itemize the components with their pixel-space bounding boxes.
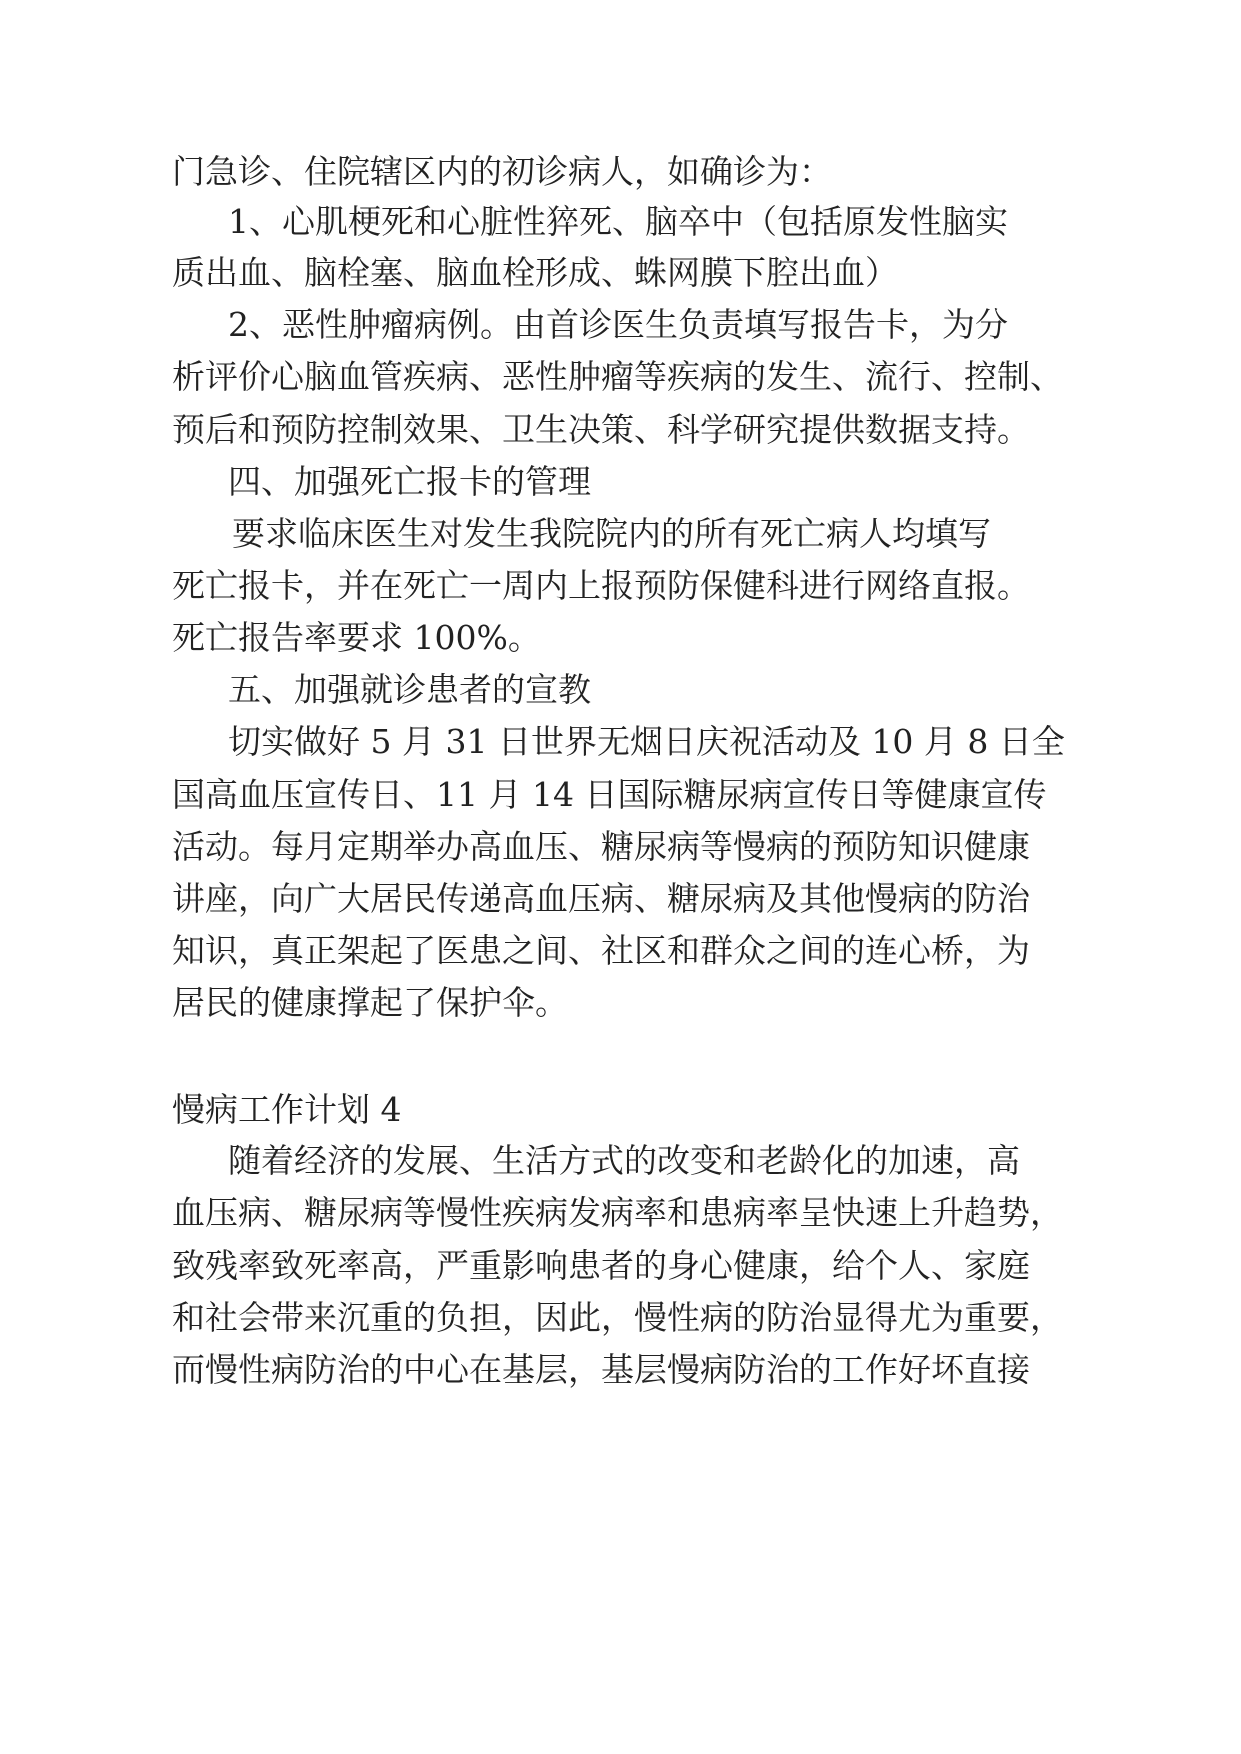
text-line: 析评价心脑血管疾病、恶性肿瘤等疾病的发生、流行、控制、: [172, 357, 1063, 396]
text-line: 而慢性病防治的中心在基层，基层慢病防治的工作好坏直接: [172, 1350, 1030, 1389]
section-title: 慢病工作计划 4: [172, 1090, 402, 1129]
text-line: 要求临床医生对发生我院院内的所有死亡病人均填写: [232, 514, 991, 553]
text-line: 居民的健康撑起了保护伞。: [172, 983, 568, 1022]
text-line: 知识，真正架起了医患之间、社区和群众之间的连心桥，为: [172, 931, 1030, 970]
text-line: 切实做好 5 月 31 日世界无烟日庆祝活动及 10 月 8 日全: [228, 722, 1065, 761]
text-line: 门急诊、住院辖区内的初诊病人，如确诊为：: [172, 152, 832, 191]
section-heading: 四、加强死亡报卡的管理: [228, 462, 591, 501]
text-line: 预后和预防控制效果、卫生决策、科学研究提供数据支持。: [172, 410, 1030, 449]
text-line: 质出血、脑栓塞、脑血栓形成、蛛网膜下腔出血）: [172, 253, 898, 292]
text-line: 死亡报卡，并在死亡一周内上报预防保健科进行网络直报。: [172, 566, 1030, 605]
text-line: 致残率致死率高，严重影响患者的身心健康，给个人、家庭: [172, 1246, 1030, 1285]
text-line: 1、心肌梗死和心脏性猝死、脑卒中（包括原发性脑实: [228, 202, 1008, 241]
text-line: 血压病、糖尿病等慢性疾病发病率和患病率呈快速上升趋势，: [172, 1193, 1063, 1232]
text-line: 2、恶性肿瘤病例。由首诊医生负责填写报告卡，为分: [228, 305, 1008, 344]
text-line: 讲座，向广大居民传递高血压病、糖尿病及其他慢病的防治: [172, 879, 1030, 918]
text-line: 随着经济的发展、生活方式的改变和老龄化的加速，高: [228, 1141, 1020, 1180]
text-line: 和社会带来沉重的负担，因此，慢性病的防治显得尤为重要，: [172, 1298, 1063, 1337]
text-line: 活动。每月定期举办高血压、糖尿病等慢病的预防知识健康: [172, 827, 1030, 866]
text-line: 国高血压宣传日、11 月 14 日国际糖尿病宣传日等健康宣传: [172, 775, 1047, 814]
text-line: 死亡报告率要求 100%。: [172, 618, 541, 657]
section-heading: 五、加强就诊患者的宣教: [228, 670, 591, 709]
